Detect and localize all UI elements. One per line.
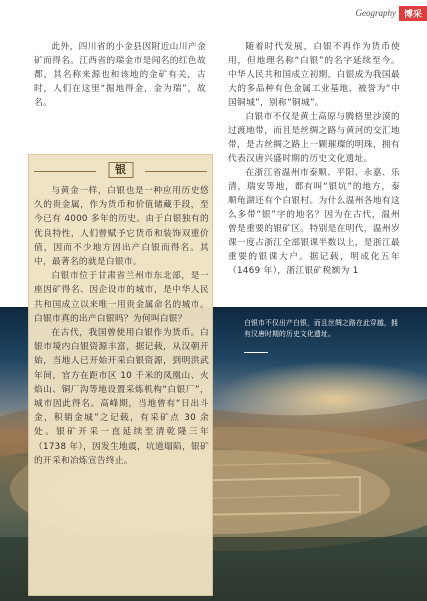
photo-caption: 白银市不仅出产白银，而且丝绸之路在此穿越，拥有汉唐时期的历史文化遗址。 [244,319,398,338]
sidebar-body [34,184,209,468]
section-header [355,6,427,20]
title-rule-left [34,171,96,172]
right-paragraph: 在浙江省温州市泰顺、平阳、永嘉、乐清，瑞安等地，都有叫“银坑”的地方，泰顺龟湖还有个白银村。为什么温州各地有这么多带“银”字的地名？因为在古代，温州曾是重要的银矿区。特别是在明代，温州岁课一度占浙江全部银课半数以上，是浙江最重要的银课大户。据记载，明成化五年（1469 年），浙江银矿税额为 1 [228,168,400,276]
sidebar-paragraph: 与黄金一样，白银也是一种应用历史悠久的贵金属，作为货币和价值储藏手段，至今已有 4000 多年的历史。由于白银独有的优良特性，人们曾赋予它货币和装饰双重价值，因而不少地方因出产白银而得名。其中，最著名的就是白银市。 [34,186,209,268]
sidebar-paragraph: 白银市位于甘肃省兰州市东北部，是一座因矿得名、因企设市的城市，是中华人民共和国成立以来唯一用贵金属命名的城市。白银市真的出产白银吗？为何叫白银？ [34,271,209,324]
sidebar-title: 银 [108,162,133,178]
right-paragraph: 随着时代发展，白银不再作为货币使用，但地理名称“白银”的名字延续至今。中华人民共和国成立初期，白银成为我国最大的多品种有色金属工业基地，被誉为“中国铜城”，别称“铜城”。 [228,42,400,108]
intro-paragraph: 此外，四川省的小金县因附近山川产金矿而得名。江西省的瑞金市是闻名的红色故都，其名称来源也和该地的金矿有关，古时，人们在这里“掘地得金，金为瑞”，故名。 [34,42,206,108]
section-title-en: Geography [355,8,396,18]
caption-rule [244,352,268,353]
sidebar-paragraph: 在古代，我国曾使用白银作为货币。白银市境内白银资源丰富，据记载，从汉朝开始，当地人已开始开采白银资源，到明洪武年间，官方在距市区 10 千米的凤凰山、火焰山、铜厂沟等地设置采炼机构“白银厂”，城市因此得名。高峰期，当地曾有“日出斗金，积销金城”之记载，有采矿点 30 余处。银矿开采一直延续至清乾隆三年（1738 年），因发生地震，坑道塌陷，银矿的开采和冶炼宣告终止。 [34,328,209,466]
title-rule-right [145,171,207,172]
right-paragraph: 白银市不仅是黄土高原与腾格里沙漠的过渡地带，而且是丝绸之路与黄河的交汇地带，是古丝绸之路上一颗璀璨的明珠，拥有代表汉唐兴盛时期的历史文化遗址。 [228,112,400,164]
section-title-zh: 博采 [399,6,427,21]
right-column [228,40,400,278]
silver-sidebar [28,154,213,596]
sidebar-title-row [34,163,207,176]
left-intro-column [34,40,206,110]
